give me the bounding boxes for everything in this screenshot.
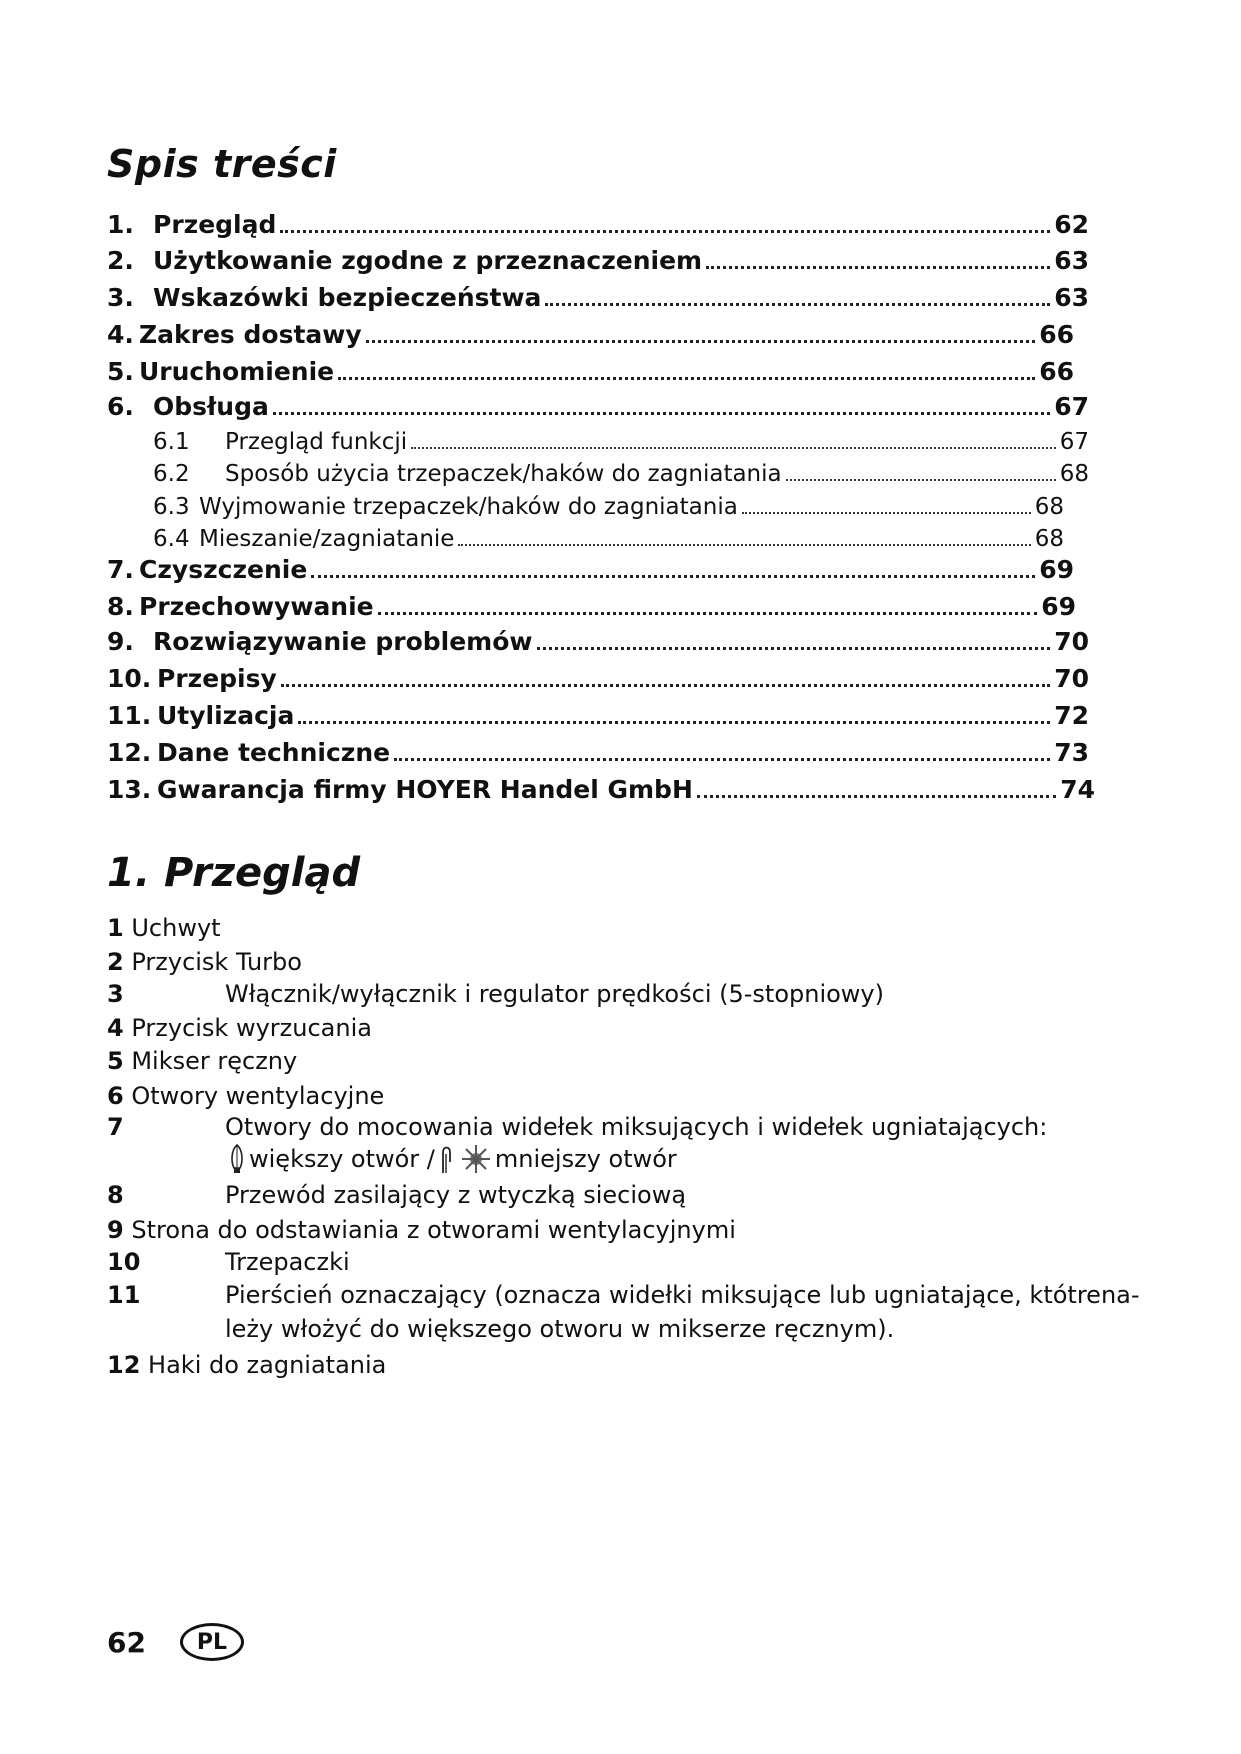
toc-entry-number: 6.2	[153, 461, 190, 487]
item-number: 11	[107, 1281, 141, 1309]
toc-subentry[interactable]	[153, 461, 1089, 487]
toc-entry-page: 69	[1041, 592, 1076, 621]
toc-entry[interactable]	[107, 555, 1074, 584]
item-text: Trzepaczki	[225, 1248, 350, 1276]
toc-entry-number: 8.	[107, 592, 134, 621]
toc-entry[interactable]	[107, 627, 1089, 656]
toc-entry-label: Uruchomienie	[139, 357, 335, 386]
list-item-continuation	[225, 1144, 677, 1174]
item-number: 3	[107, 980, 124, 1008]
toc-leader-dots	[545, 303, 1050, 306]
toc-entry-number: 7.	[107, 555, 134, 584]
item-number: 6	[107, 1082, 124, 1110]
item-text: Haki do zagniatania	[148, 1351, 387, 1379]
toc-leader-dots	[366, 340, 1036, 343]
toc-entry-page: 68	[1059, 461, 1089, 487]
toc-leader-dots	[311, 575, 1035, 578]
list-item	[107, 1113, 1047, 1141]
toc-leader-dots	[706, 266, 1050, 269]
toc-leader-dots	[298, 721, 1050, 724]
overview-heading: 1. Przegląd	[107, 850, 361, 896]
toc-entry-label: Gwarancja firmy HOYER Handel GmbH	[157, 775, 693, 804]
toc-entry[interactable]	[107, 701, 1089, 730]
item-text: leży włożyć do większego otworu w mikserze ręcznym).	[225, 1315, 895, 1343]
toc-subentry[interactable]	[153, 494, 1064, 520]
toc-entry-number: 13.	[107, 775, 152, 804]
toc-entry[interactable]	[107, 283, 1089, 312]
list-item	[107, 1014, 372, 1042]
toc-entry-page: 67	[1054, 392, 1089, 421]
toc-entry-page: 70	[1054, 627, 1089, 656]
list-item	[107, 1216, 736, 1244]
list-item	[107, 1181, 686, 1209]
item-text: Mikser ręczny	[131, 1047, 298, 1075]
toc-leader-dots	[338, 377, 1035, 380]
list-item-continuation	[225, 1315, 894, 1343]
toc-entry-page: 62	[1054, 210, 1089, 239]
toc-leader-dots	[537, 647, 1051, 650]
toc-entry[interactable]	[107, 320, 1074, 349]
toc-entry-number: 6.3	[153, 494, 190, 520]
dough-hook-icon	[439, 1144, 453, 1174]
toc-entry[interactable]	[107, 246, 1089, 275]
item-number: 10	[107, 1248, 141, 1276]
item-text: Włącznik/wyłącznik i regulator prędkości (5-stopniowy)	[225, 980, 884, 1008]
page-number: 62	[107, 1626, 146, 1659]
toc-leader-dots	[742, 512, 1031, 514]
toc-title: Spis treści	[107, 142, 337, 186]
toc-entry-page: 66	[1039, 357, 1074, 386]
list-item	[107, 1047, 297, 1075]
toc-entry-number: 6.	[107, 392, 134, 421]
toc-leader-dots	[697, 795, 1056, 798]
toc-entry-number: 4.	[107, 320, 134, 349]
item-text: Pierścień oznaczający (oznacza widełki miksujące lub ugniatające, któtrena-	[225, 1281, 1140, 1309]
toc-entry-label: Sposób użycia trzepaczek/haków do zagniatania	[225, 461, 782, 487]
item-number: 9	[107, 1216, 124, 1244]
toc-subentry[interactable]	[153, 526, 1064, 552]
toc-leader-dots	[378, 612, 1038, 615]
ring-marker-icon	[461, 1144, 491, 1174]
item-number: 8	[107, 1181, 124, 1209]
toc-entry[interactable]	[107, 664, 1089, 693]
toc-leader-dots	[280, 230, 1050, 233]
list-item	[107, 914, 221, 942]
toc-entry-page: 73	[1054, 738, 1089, 767]
toc-entry[interactable]	[107, 392, 1089, 421]
toc-entry-number: 2.	[107, 246, 134, 275]
toc-entry-label: Obsługa	[153, 392, 269, 421]
item-text: Uchwyt	[131, 914, 221, 942]
list-item	[107, 1351, 386, 1379]
list-item	[107, 1082, 384, 1110]
toc-entry-number: 6.1	[153, 429, 190, 455]
toc-entry-page: 70	[1054, 664, 1089, 693]
toc-entry-label: Przegląd funkcji	[225, 429, 408, 455]
toc-entry-number: 3.	[107, 283, 134, 312]
toc-entry-label: Przegląd	[153, 210, 277, 239]
toc-entry-label: Utylizacja	[157, 701, 295, 730]
list-item	[107, 1248, 350, 1276]
toc-leader-dots	[273, 412, 1050, 415]
item-text: Otwory wentylacyjne	[131, 1082, 385, 1110]
list-item	[107, 980, 884, 1008]
toc-leader-dots	[394, 758, 1050, 761]
smaller-slot-label: mniejszy otwór	[494, 1145, 677, 1173]
item-number: 1	[107, 914, 124, 942]
toc-entry-page: 72	[1054, 701, 1089, 730]
toc-entry-page: 69	[1039, 555, 1074, 584]
toc-entry-page: 63	[1054, 283, 1089, 312]
whisk-icon	[229, 1144, 245, 1174]
toc-entry-label: Wskazówki bezpieczeństwa	[153, 283, 542, 312]
toc-entry-page: 68	[1034, 494, 1064, 520]
toc-leader-dots	[786, 479, 1056, 481]
toc-subentry[interactable]	[153, 429, 1089, 455]
toc-entry-number: 10.	[107, 664, 152, 693]
toc-entry-label: Przepisy	[157, 664, 277, 693]
toc-entry-page: 68	[1034, 526, 1064, 552]
toc-entry-number: 6.4	[153, 526, 190, 552]
toc-leader-dots	[458, 544, 1030, 546]
toc-entry-page: 67	[1059, 429, 1089, 455]
toc-entry[interactable]	[107, 775, 1095, 804]
toc-entry-number: 5.	[107, 357, 134, 386]
toc-leader-dots	[281, 684, 1050, 687]
toc-entry-label: Wyjmowanie trzepaczek/haków do zagniatania	[199, 494, 738, 520]
toc-entry-number: 11.	[107, 701, 152, 730]
item-number: 4	[107, 1014, 124, 1042]
toc-entry[interactable]	[107, 592, 1076, 621]
toc-entry-page: 63	[1054, 246, 1089, 275]
list-item	[107, 948, 302, 976]
larger-slot-label: większy otwór /	[249, 1145, 435, 1173]
item-number: 12	[107, 1351, 141, 1379]
toc-entry-number: 12.	[107, 738, 152, 767]
toc-entry[interactable]	[107, 357, 1074, 386]
item-text: Otwory do mocowania widełek miksujących i widełek ugniatających:	[225, 1113, 1048, 1141]
toc-entry-number: 9.	[107, 627, 134, 656]
toc-entry-label: Czyszczenie	[139, 555, 308, 584]
item-number: 7	[107, 1113, 124, 1141]
item-number: 5	[107, 1047, 124, 1075]
toc-leader-dots	[411, 447, 1056, 449]
item-text: Przycisk Turbo	[131, 948, 302, 976]
toc-entry-label: Przechowywanie	[139, 592, 374, 621]
item-text: Przewód zasilający z wtyczką sieciową	[225, 1181, 687, 1209]
list-item	[107, 1281, 1140, 1309]
toc-entry-page: 74	[1060, 775, 1095, 804]
toc-entry[interactable]	[107, 738, 1089, 767]
toc-entry[interactable]	[107, 210, 1089, 239]
item-number: 2	[107, 948, 124, 976]
toc-entry-label: Dane techniczne	[157, 738, 391, 767]
toc-entry-label: Użytkowanie zgodne z przeznaczeniem	[153, 246, 703, 275]
toc-entry-label: Rozwiązywanie problemów	[153, 627, 533, 656]
toc-entry-page: 66	[1039, 320, 1074, 349]
language-badge: PL	[180, 1623, 244, 1661]
toc-entry-label: Mieszanie/zagniatanie	[199, 526, 455, 552]
item-text: Przycisk wyrzucania	[131, 1014, 372, 1042]
toc-entry-number: 1.	[107, 210, 134, 239]
toc-entry-label: Zakres dostawy	[139, 320, 362, 349]
item-text: Strona do odstawiania z otworami wentylacyjnymi	[131, 1216, 736, 1244]
